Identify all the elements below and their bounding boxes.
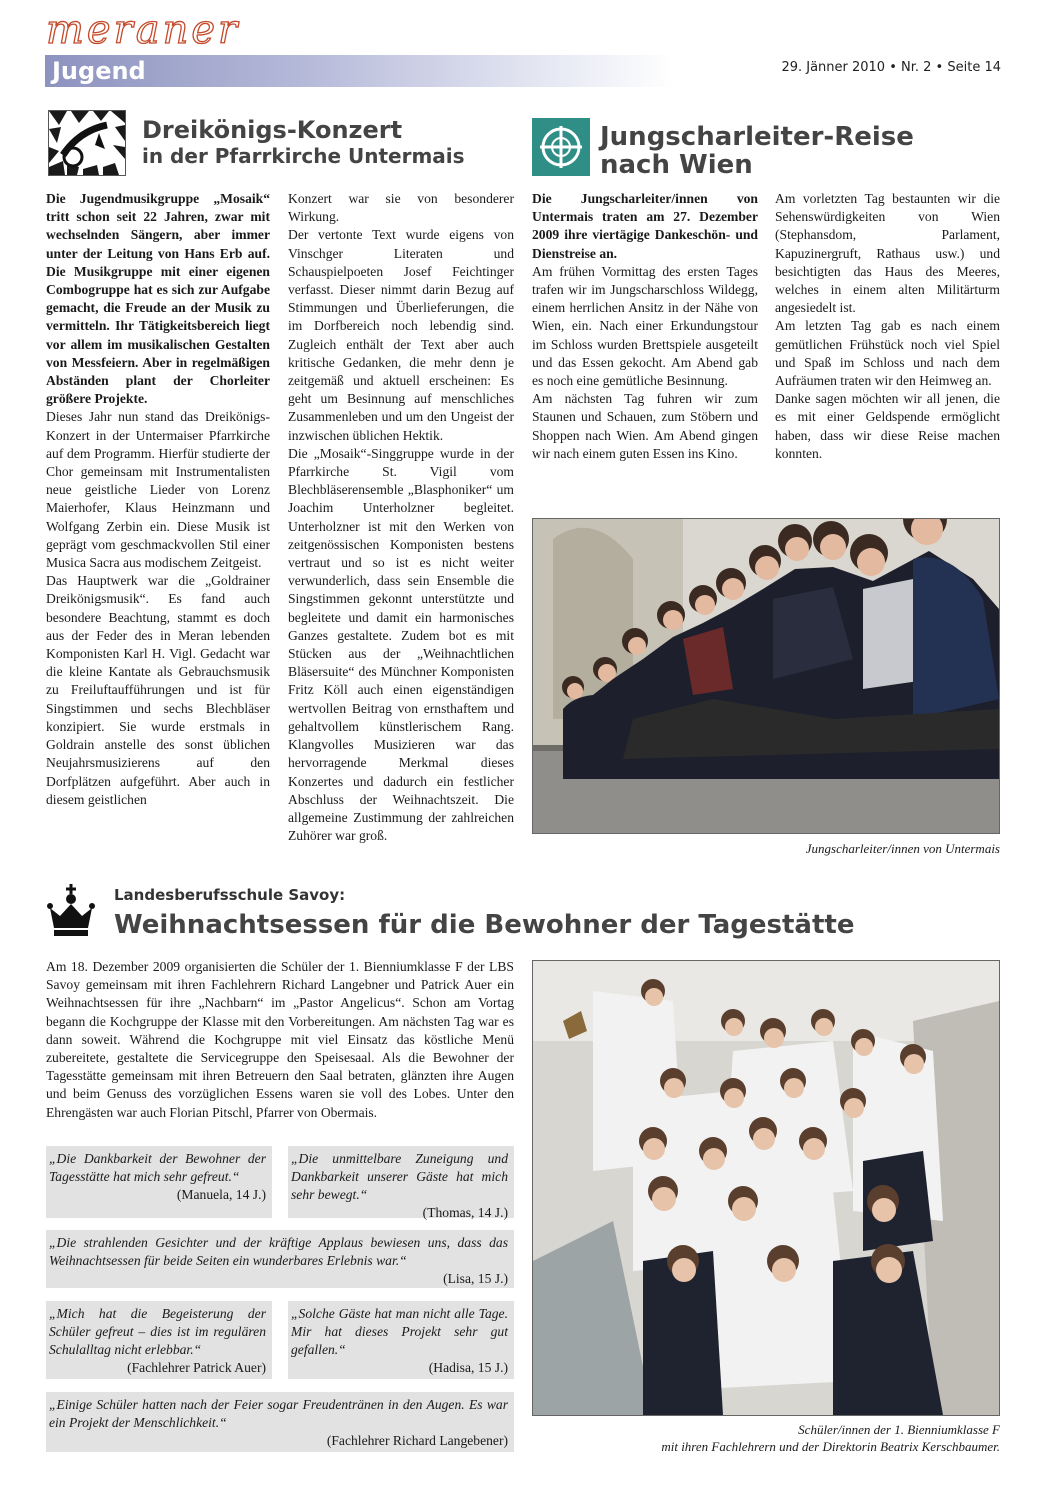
section-title: Jugend: [52, 57, 146, 85]
quote-author: (Fachlehrer Patrick Auer): [127, 1360, 266, 1375]
article1-lead: Die Jugendmusikgruppe „Mosaik“ tritt schon seit 22 Jahren, zwar mit wechselnden Sängern, aber immer unter der Leitung von Hans Erb auf. Die Musikgruppe mit einer eigenen Combogruppe hat es sich zur Aufgabe gemacht, die Freude an der Musik zu vermitteln. Ihr Tätigkeitsbereich liegt vor allem im musikalischen Gestalten von Messfeiern. Aber in regelmäßigen Abständen plant der Chorleiter größere Projekte.: [46, 191, 270, 407]
quote-author: (Manuela, 14 J.): [176, 1187, 266, 1202]
article1-paragraph: Dieses Jahr nun stand das Dreikönigs-Konzert in der Untermaiser Pfarrkirche auf dem Programm. Hierfür studierte der Chor gemeinsam mit Instrumentalisten neue geistliche Lieder von Lorenz Maierhofer, Klaus Heinzmann und Wolfgang Zerbin ein. Diese Musik ist geprägt vom geschmackvollen Stil einer Musica Sacra aus modischem Zeitgeist.: [46, 409, 270, 571]
quote-text: „Die strahlenden Gesichter und der kräftige Applaus bewiesen uns, dass das Weihnachtsessen für beide Seiten ein wunderbares Erlebnis war.“: [49, 1235, 508, 1268]
article3-title: Weihnachtsessen für die Bewohner der Tagestätte: [114, 910, 855, 940]
quote-box: [46, 1301, 272, 1379]
photo-caption-savoy-1: Schüler/innen der 1. Bienniumklasse F: [798, 1422, 1000, 1437]
article2-paragraph: Danke sagen möchten wir all jenen, die es mit einer Geldspende ermöglicht haben, dass wir diese Reise machen konnten.: [775, 391, 1000, 461]
article2-paragraph: Am vorletzten Tag bestaunten wir die Sehenswürdigkeiten von Wien (Stephansdom, Parlament, Kapuzinergruft, Rathaus usw.) und besichtigten das Haus des Meeres, welches in einem alten Militärturm angesiedelt ist.: [775, 191, 1000, 316]
quote-text: „Mich hat die Begeisterung der Schüler gefreut – dies ist im regulären Schulalltag nicht erlebbar.“: [49, 1306, 266, 1357]
quote-box: [46, 1230, 514, 1288]
quote-box: [46, 1146, 272, 1218]
group-photo-savoy: [532, 960, 1000, 1416]
music-mosaic-icon: [48, 110, 126, 176]
newspaper-logo: meraner: [46, 7, 241, 53]
crown-icon: [46, 882, 96, 940]
quote-text: „Die unmittelbare Zuneigung und Dankbarkeit unserer Gäste hat mich sehr bewegt.“: [291, 1151, 508, 1202]
article1-subtitle: in der Pfarrkirche Untermais: [142, 144, 465, 168]
article1-title: Dreikönigs-Konzert: [142, 116, 403, 144]
article1-column-2: [288, 190, 514, 845]
group-photo-jungschar: [532, 518, 1000, 834]
article3-body: Am 18. Dezember 2009 organisierten die Schüler der 1. Bienniumklasse F der LBS Savoy gemeinsam mit ihren Fachlehrern Richard Langebner und Patrick Auer ein Weihnachtsessen für ihre „Nachbarn“ im „Pastor Angelicus“. Schon am Vortag begann die Kochgruppe der Klasse mit den Vorbereitungen. Am nächsten Tag war es dann soweit. Während die Kochgruppe mit viel Einsatz das köstliche Menü zubereitete, gestaltete die Servicegruppe den Speisesaal. Als die Bewohner der Tagesstätte gemeinsam mit ihren Betreuern den Saal betraten, glänzten ihre Augen und beim Genuss des vorzüglichen Essens waren sie voll des Lobes. Unter den Ehrengästen war auch Florian Pitschl, Pfarrer von Obermais.: [46, 959, 514, 1120]
article2-title: Jungscharleiter-Reise: [600, 122, 914, 152]
article2-subtitle: nach Wien: [600, 150, 753, 180]
quote-text: „Die Dankbarkeit der Bewohner der Tagesstätte hat mich sehr gefreut.“: [49, 1151, 266, 1184]
article2-lead: Die Jungscharleiter/innen von Untermais traten am 27. Dezember 2009 ihre viertägige Dankeschön- und Dienstreise an.: [532, 191, 758, 261]
issue-info: 29. Jänner 2010 • Nr. 2 • Seite 14: [781, 60, 1001, 75]
article3-kicker: Landesberufsschule Savoy:: [114, 886, 346, 904]
article1-paragraph: Konzert war sie von besonderer Wirkung.: [288, 191, 514, 225]
quote-author: (Fachlehrer Richard Langebener): [326, 1433, 508, 1448]
quote-author: (Hadisa, 15 J.): [428, 1360, 508, 1375]
article2-paragraph: Am letzten Tag gab es nach einem gemütlichen Frühstück noch viel Spiel und Spaß im Schloss und nach dem Aufräumen traten wir den Heimweg an.: [775, 318, 1000, 389]
article1-paragraph: Der vertonte Text wurde eigens von Vinschger Literaten und Schauspielpoeten Josef Feichtinger verfasst. Dieser nimmt darin Bezug auf Stimmungen und Überlieferungen, die im Dorfbereich noch lebendig sind. Zugleich enthält der Text aber auch kritische Gedanken, die mehr denn je zeitgemäß und aktuell erscheinen: Es geht um Besinnung auf menschliches Zusammenleben und um den Ungeist der inzwischen üblichen Hektik.: [288, 227, 514, 443]
article1-column-1: [46, 190, 270, 809]
article2-paragraph: Am frühen Vormittag des ersten Tages trafen wir im Jungscharschloss Wildegg, einem herrlichen Ansitz in der Nähe von Wien, ein. Nach einer Erkundungstour im Schloss wurden Brettspiele ausgeteilt und das Essen gekocht. Am Abend gab es noch eine gemütliche Besinnung.: [532, 263, 758, 389]
quote-box: [288, 1146, 514, 1218]
article2-paragraph: Am nächsten Tag fuhren wir zum Staunen und Schauen, zum Stöbern und Shoppen nach Wien. Am Abend gingen wir nach einem guten Essen ins Kino.: [532, 391, 758, 461]
article2-column-2: [775, 190, 1000, 463]
article2-column-1: [532, 190, 758, 463]
article1-paragraph: Das Hauptwerk war die „Goldrainer Dreikönigsmusik“. Es fand auch besondere Beachtung, stammt es doch aus der Feder des in Meran lebenden Komponisten Karl H. Vigl. Gedacht war die kleine Kantate als Gebrauchsmusik zu Freiluftaufführungen und ist für Singstimmen und sechs Blechbläser konzipiert. Sie wurde erstmals in Goldrain anstelle des sonst üblichen Neujahrsmusizierens auf den Dorfplätzen aufgeführt. Aber auch in diesem geistlichen: [46, 573, 270, 807]
quote-text: „Solche Gäste hat man nicht alle Tage. Mir hat dieses Projekt sehr gut gefallen.“: [291, 1306, 508, 1357]
article1-paragraph: Die „Mosaik“-Singgruppe wurde in der Pfarrkirche St. Vigil vom Blechbläserensemble „Blasphoniker“ um Joachim Unterholzner begleitet. Unterholzner ist mit den Werken von zeitgenössischen Komponisten bestens vertraut und so ist es nicht weiter verwunderlich, dass sein Ensemble die Singstimmen gekonnt unterstützte und begleitete und damit ein harmonisches Ganzes gestaltete. Zudem bot es mit Stücken aus der „Weihnachtlichen Bläsersuite“ des Münchner Komponisten Fritz Köll auch einen eigenständigen wertvollen Beitrag von ernsthaftem und gehaltvollem künstlerischem Rang. Klangvolles Musizieren war das hervorragende Merkmal dieses Konzertes und dadurch ein festlicher Abschluss der Weihnachtszeit. Die allgemeine Zustimmung der zahlreichen Zuhörer war groß.: [288, 445, 514, 844]
jungschar-logo-icon: [532, 118, 590, 176]
quote-box: [288, 1301, 514, 1379]
quote-box: [46, 1392, 514, 1452]
photo-caption-savoy-2: mit ihren Fachlehrern und der Direktorin Beatrix Kerschbaumer.: [661, 1439, 1000, 1454]
quote-text: „Einige Schüler hatten nach der Feier sogar Freudentränen in den Augen. Es war ein Projekt der Menschlichkeit.“: [49, 1397, 508, 1430]
quote-author: (Thomas, 14 J.): [422, 1205, 508, 1220]
photo-caption-jungschar: Jungscharleiter/innen von Untermais: [805, 841, 1000, 856]
quote-author: (Lisa, 15 J.): [443, 1271, 508, 1286]
